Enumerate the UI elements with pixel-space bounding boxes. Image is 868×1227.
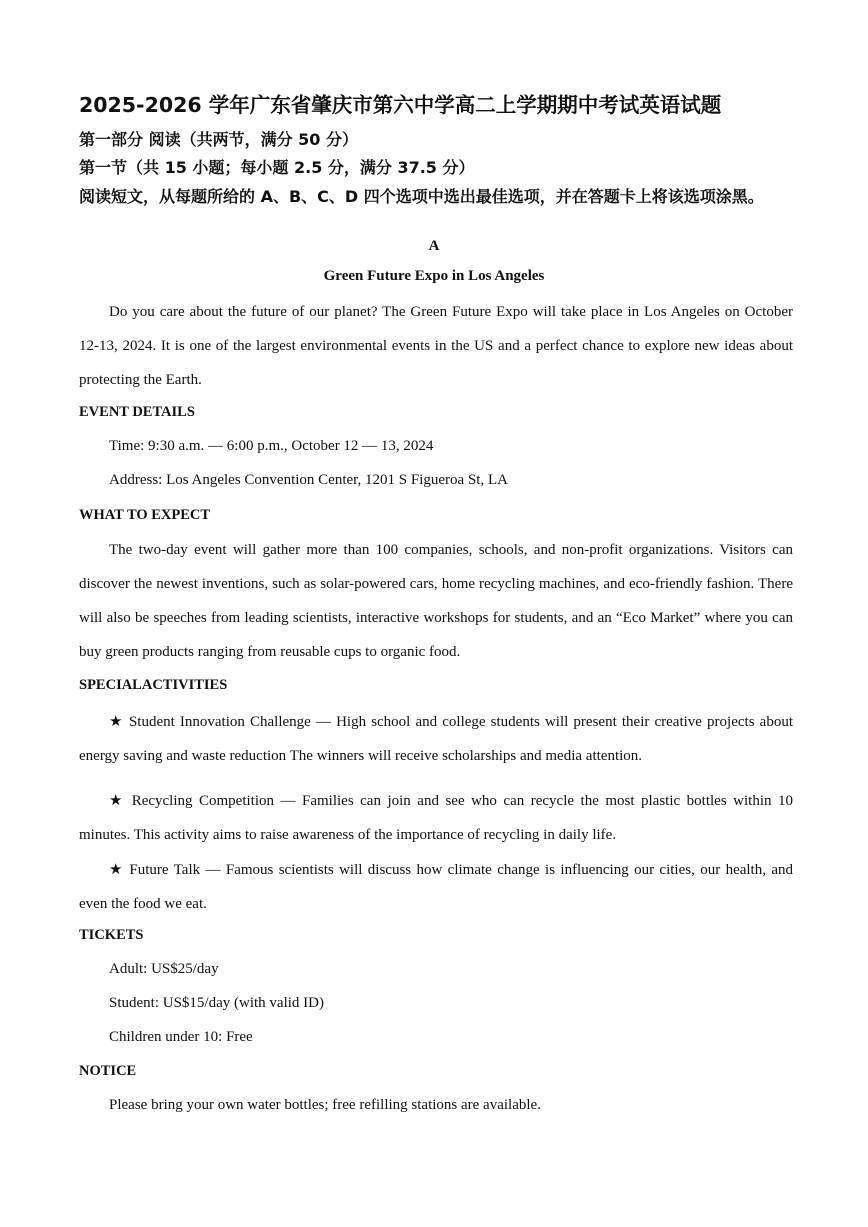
notice-heading: NOTICE [79, 1063, 137, 1079]
intro-paragraph: Do you care about the future of our planet? The Green Future Expo will take place in Los Angeles on October 12-13, 2024. It is one of the largest environmental events in the US and a perfect chance to explore new ideas about protecting the Earth. [79, 304, 793, 388]
ticket-children: Children under 10: Free [109, 1029, 253, 1045]
instructions: 阅读短文，从每题所给的 A、B、C、D 四个选项中选出最佳选项，并在答题卡上将该选项涂黑。 [79, 187, 764, 206]
activity-item: ★ Future Talk — Famous scientists will discuss how climate change is influencing our cities, our health, and even the food we eat. [79, 862, 793, 912]
event-time: Time: 9:30 a.m. — 6:00 p.m., October 12 — 13, 2024 [109, 438, 434, 454]
passage-title: Green Future Expo in Los Angeles [323, 268, 545, 284]
tickets-heading: TICKETS [79, 927, 144, 943]
special-activities-heading: SPECIALACTIVITIES [79, 677, 228, 693]
ticket-student: Student: US$15/day (with valid ID) [109, 995, 324, 1011]
ticket-adult: Adult: US$25/day [109, 961, 219, 977]
part-heading: 第一部分 阅读（共两节，满分 50 分） [79, 130, 358, 149]
activity-item: ★ Recycling Competition — Families can join and see who can recycle the most plastic bottles within 10 minutes. This activity aims to raise awareness of the importance of recycling in daily life. [79, 793, 793, 843]
what-to-expect-heading: WHAT TO EXPECT [79, 507, 211, 523]
section-heading: 第一节（共 15 小题；每小题 2.5 分，满分 37.5 分） [79, 158, 475, 177]
event-address: Address: Los Angeles Convention Center, 1201 S Figueroa St, LA [109, 472, 508, 488]
what-to-expect-paragraph: The two-day event will gather more than 100 companies, schools, and non-profit organizations. Visitors can discover the newest inventions, such as solar-powered cars, home recycling machines, and eco-friendly fashion. There will also be speeches from leading scientists, interactive workshops for students, and an “Eco Market” where you can buy green products ranging from reusable cups to organic food. [79, 542, 793, 660]
exam-title: 2025-2026 学年广东省肇庆市第六中学高二上学期期中考试英语试题 [79, 93, 722, 117]
notice-text: Please bring your own water bottles; free refilling stations are available. [109, 1097, 541, 1113]
event-details-heading: EVENT DETAILS [79, 404, 195, 420]
activity-item: ★ Student Innovation Challenge — High school and college students will present their creative projects about energy saving and waste reduction The winners will receive scholarships and media attention. [79, 714, 793, 764]
passage-letter: A [428, 238, 440, 254]
